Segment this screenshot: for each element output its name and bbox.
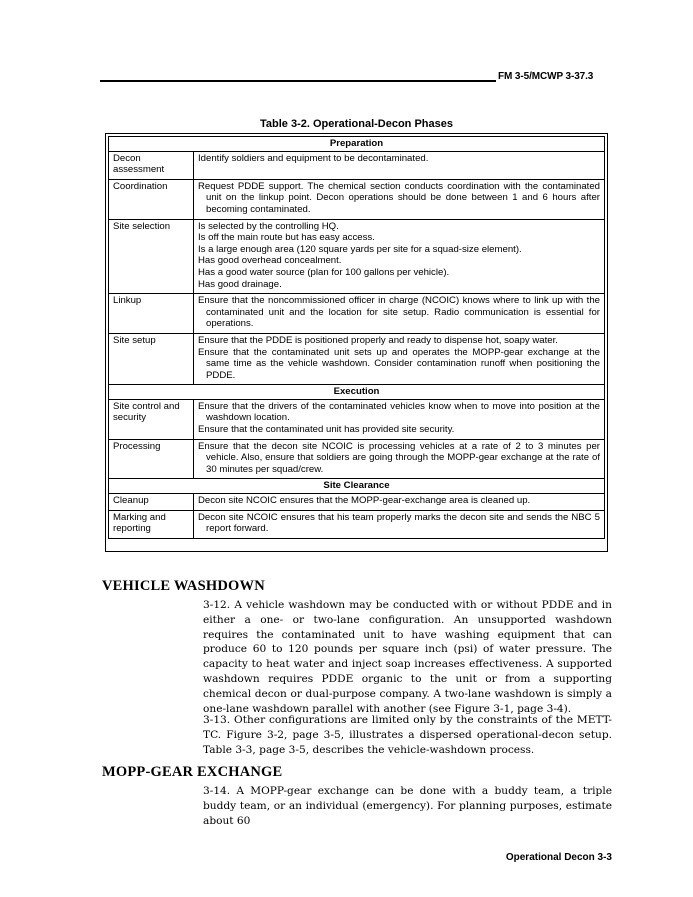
phase-header-row — [109, 385, 605, 400]
table-row — [109, 439, 605, 479]
step-description — [194, 294, 605, 334]
table-row — [109, 151, 605, 179]
step-label: Marking and reporting — [109, 510, 194, 538]
step-label: Decon assessment — [109, 151, 194, 179]
description-line: Has good drainage. — [198, 278, 282, 290]
table-row — [109, 333, 605, 384]
table-row — [109, 399, 605, 439]
step-description — [194, 399, 605, 439]
step-label: Site selection — [109, 219, 194, 294]
paragraph-3-14: 3-14. A MOPP-gear exchange can be done with a buddy team, a triple buddy team, or an individual (emergency). For planning purposes, estimate about 60 — [203, 785, 612, 827]
table-row — [109, 494, 605, 511]
step-label: Linkup — [109, 294, 194, 334]
paragraph-3-13: 3-13. Other configurations are limited only by the constraints of the METT-TC. Figure 3-2, page 3-5, illustrates a dispersed operational-decon setup. Table 3-3, page 3-5, describes the vehicle-washdown process. — [203, 714, 612, 756]
header-rule — [100, 80, 496, 82]
step-label: Cleanup — [109, 494, 194, 511]
section-heading-vehicle-washdown: VEHICLE WASHDOWN — [102, 578, 265, 594]
paragraph-3-12: 3-12. A vehicle washdown may be conducted with or without PDDE and in either a one- or two-lane configuration. An unsupported washdown requires the contaminated unit to have washing equipment that can produce 60 to 120 pounds per square inch (psi) of water pressure. The capacity to heat water and inject soap increases effectiveness. A supported washdown requires PDDE organic to the unit or from a supporting chemical decon or dual-purpose company. A two-lane washdown is simply a one-lane washdown parallel with another (see Figure 3-1, page 3-4). — [203, 599, 612, 715]
step-description — [194, 510, 605, 538]
description-line: Request PDDE support. The chemical section conducts coordination with the contaminated unit on the linkup point. Decon operations should be done between 1 and 6 hours after becoming contaminated. — [198, 180, 600, 215]
section-heading-mopp-gear-exchange: MOPP-GEAR EXCHANGE — [102, 764, 283, 780]
description-line: Identify soldiers and equipment to be decontaminated. — [198, 152, 429, 164]
table-row — [109, 510, 605, 538]
table-title: Table 3-2. Operational-Decon Phases — [260, 118, 453, 130]
phase-header-row — [109, 137, 605, 152]
decon-phases-table-frame — [105, 133, 608, 552]
phase-header-row — [109, 479, 605, 494]
description-line: Ensure that the drivers of the contaminated vehicles know when to move into position at the washdown location. — [198, 400, 600, 424]
description-line: Ensure that the contaminated unit has provided site security. — [198, 424, 455, 436]
description-line: Ensure that the contaminated unit sets up and operates the MOPP-gear exchange at the same time as the vehicle washdown. Consider contamination runoff when positioning the PDDE. — [198, 346, 600, 381]
description-line: Ensure that the decon site NCOIC is processing vehicles at a rate of 2 to 3 minutes per vehicle. Also, ensure that soldiers are going through the MOPP-gear exchange at the rate of 30 minutes per squad/crew. — [198, 440, 600, 475]
document-code: FM 3-5/MCWP 3-37.3 — [498, 71, 594, 82]
step-label: Coordination — [109, 179, 194, 219]
description-line: Decon site NCOIC ensures that the MOPP-gear-exchange area is cleaned up. — [198, 495, 531, 507]
step-description — [194, 333, 605, 384]
table-row — [109, 179, 605, 219]
description-line: Has good overhead concealment. — [198, 255, 342, 267]
description-line: Is a large enough area (120 square yards per site for a squad-size element). — [198, 243, 522, 255]
description-line: Ensure that the noncommissioned officer in charge (NCOIC) knows where to link up with the contaminated unit and the location for site setup. Radio communication is essential for operations. — [198, 295, 600, 330]
step-label: Site setup — [109, 333, 194, 384]
step-description — [194, 494, 605, 511]
table-row — [109, 294, 605, 334]
page-footer: Operational Decon 3-3 — [505, 852, 612, 863]
phase-header: Site Clearance — [109, 479, 605, 494]
description-line: Is off the main route but has easy access. — [198, 232, 375, 244]
description-line: Decon site NCOIC ensures that his team properly marks the decon site and sends the NBC 5 report forward. — [198, 511, 600, 535]
phase-header: Preparation — [109, 137, 605, 152]
step-description — [194, 439, 605, 479]
phase-header: Execution — [109, 385, 605, 400]
description-line: Is selected by the controlling HQ. — [198, 220, 339, 232]
table-row — [109, 219, 605, 294]
description-line: Ensure that the PDDE is positioned properly and ready to dispense hot, soapy water. — [198, 334, 558, 346]
step-label: Processing — [109, 439, 194, 479]
step-label: Site control and security — [109, 399, 194, 439]
step-description — [194, 151, 605, 179]
decon-phases-table — [108, 136, 605, 539]
description-line: Has a good water source (plan for 100 gallons per vehicle). — [198, 266, 450, 278]
step-description — [194, 179, 605, 219]
step-description — [194, 219, 605, 294]
